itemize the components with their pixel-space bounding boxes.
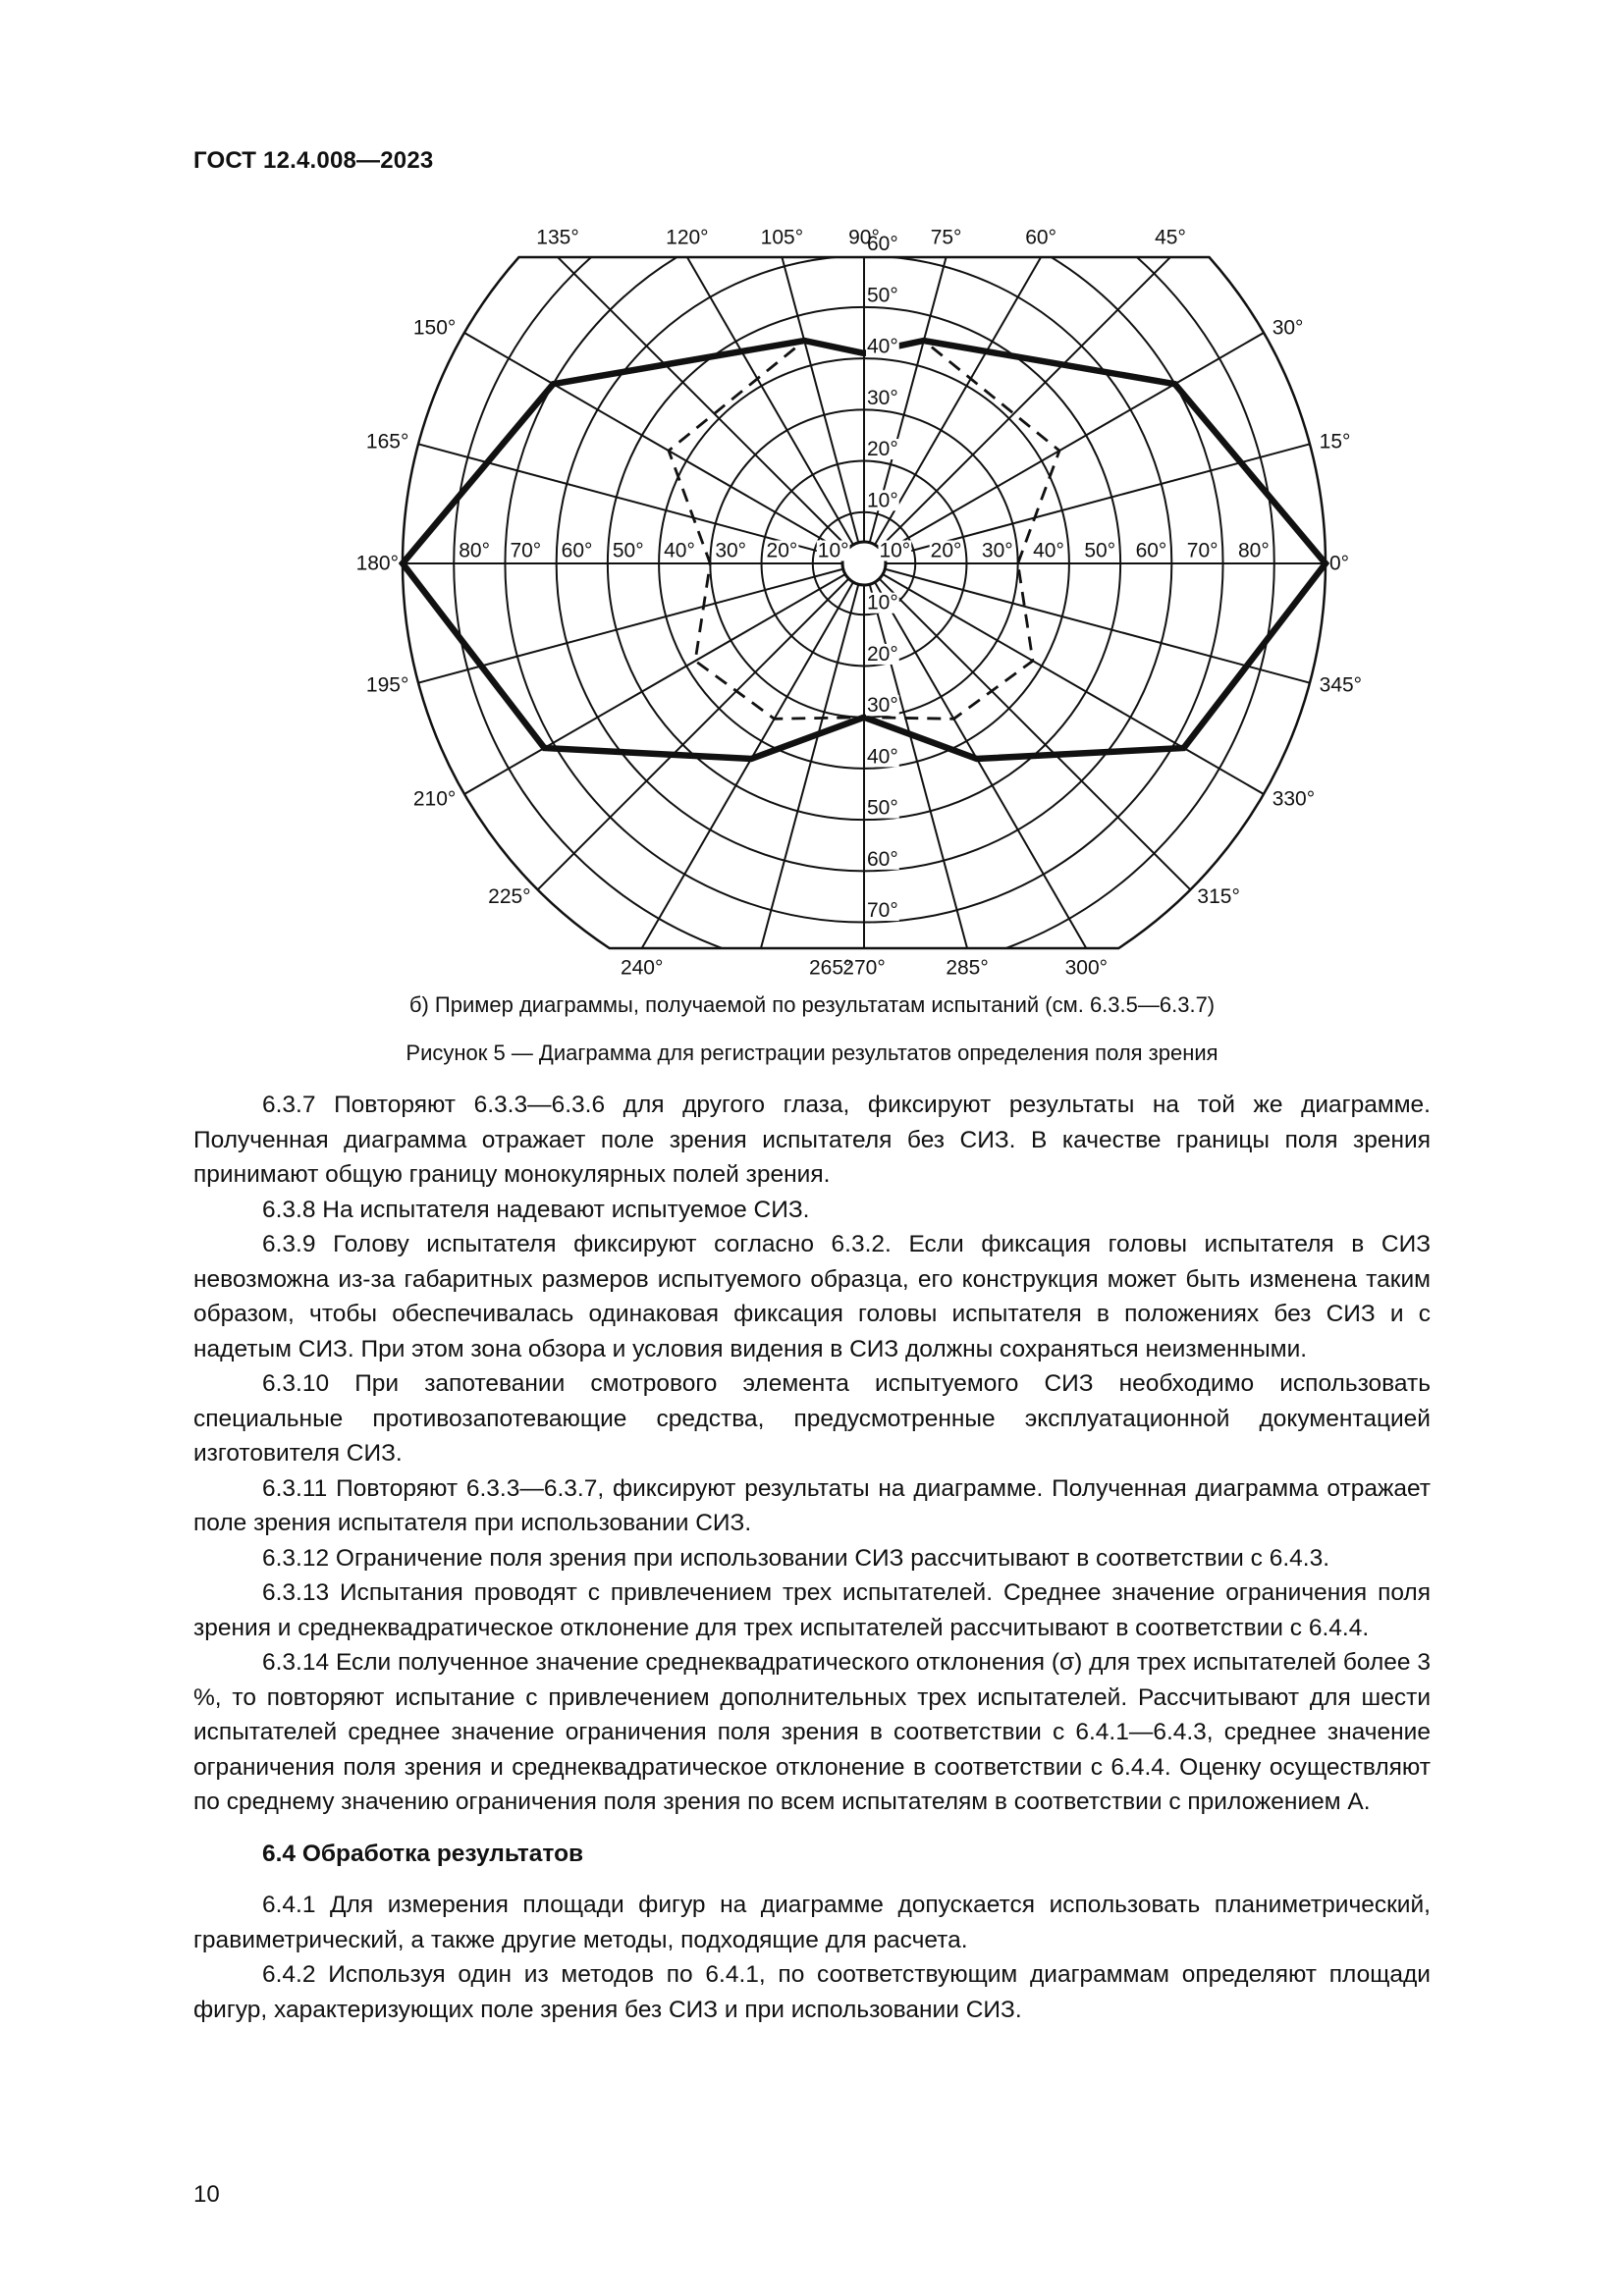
svg-text:60°: 60° <box>561 539 593 562</box>
radial-scale-label-down <box>866 592 899 614</box>
radial-scale-label-left <box>612 540 645 562</box>
radial-scale-label-right <box>878 540 911 562</box>
angle-label <box>1329 553 1349 575</box>
svg-text:50°: 50° <box>612 539 644 562</box>
svg-text:60°: 60° <box>1135 539 1167 562</box>
svg-text:225°: 225° <box>488 884 531 908</box>
paragraph-6-4-1: 6.4.1 Для измерения площади фигур на диаграмме допускается использовать планиметрический, гравиметрический, а также другие методы, подходящие для расчета. <box>193 1892 1431 1953</box>
paragraph-6-4-2: 6.4.2 Используя один из методов по 6.4.1, по соответствующим диаграммам определяют площади фигур, характеризующих поле зрения без СИЗ и при использовании СИЗ. <box>193 1961 1431 2023</box>
svg-text:30°: 30° <box>867 386 898 409</box>
angle-label <box>413 788 456 811</box>
paragraph-6-3-10: 6.3.10 При запотевании смотрового элемента испытуемого СИЗ необходимо использовать специальные противозапотевающие средства, предусмотренные эксплуатационной документацией изготовителя СИЗ. <box>193 1370 1431 1467</box>
radial-scale-label-right <box>1237 540 1271 562</box>
radial-scale-label-right <box>1083 540 1116 562</box>
radial-scale-label-down <box>866 745 899 768</box>
svg-text:150°: 150° <box>412 316 457 340</box>
svg-text:40°: 40° <box>1033 539 1064 562</box>
angle-label <box>1065 957 1108 980</box>
figure-caption: Рисунок 5 — Диаграмма для регистрации результатов определения поля зрения <box>406 1041 1218 1065</box>
angle-label <box>621 957 663 980</box>
grid-radial-line <box>721 28 864 563</box>
paragraph-6-3-8: 6.3.8 На испытателя надевают испытуемое СИЗ. <box>262 1196 810 1223</box>
radial-scale-label-up <box>866 489 899 511</box>
svg-text:120°: 120° <box>666 226 709 249</box>
radial-scale-label-up <box>866 336 899 358</box>
svg-text:70°: 70° <box>867 899 898 923</box>
svg-text:70°: 70° <box>1186 539 1218 562</box>
grid-radial-line <box>864 84 1141 563</box>
radial-scale-label-down <box>866 797 899 820</box>
angle-label <box>1320 674 1362 697</box>
svg-text:20°: 20° <box>867 642 898 666</box>
angle-label <box>536 227 578 249</box>
diagram-subcaption: б) Пример диаграммы, получаемой по результатам испытаний (см. 6.3.5—6.3.7) <box>408 992 1216 1017</box>
paragraph-6-3-14: 6.3.14 Если полученное значение среднеквадратического отклонения (σ) для трех испытателей более 3 %, то повторяют испытание с привлечением дополнительных трех испытателей. Рассчитывают для шести испытателей среднее значение ограничения поля зрения в соответствии с 6.4.1—6.4.3, среднее значение ограничения поля зрения и среднеквадратическое отклонение в соответствии с 6.4.4. Оценку осуществляют по среднему значению ограничения поля зрения по всем испытателям в соответствии с приложением А. <box>193 1649 1431 1815</box>
paragraph-6-3-12: 6.3.12 Ограничение поля зрения при использовании СИЗ рассчитывают в соответствии с 6.4.3. <box>262 1544 1330 1572</box>
angle-label <box>1155 227 1186 249</box>
page-number: 10 <box>193 2181 220 2208</box>
angle-label <box>761 227 803 249</box>
radial-scale-label-right <box>930 540 963 562</box>
angle-label <box>1025 227 1056 249</box>
angle-label <box>842 957 885 980</box>
angle-label <box>666 227 708 249</box>
angle-label <box>1272 788 1315 811</box>
svg-text:135°: 135° <box>536 226 579 249</box>
angle-label <box>366 674 408 697</box>
svg-text:300°: 300° <box>1064 956 1109 980</box>
paragraph-6-3-13: 6.3.13 Испытания проводят с привлечением трех испытателей. Среднее значение ограничения поля зрения и среднеквадратическое отклонение для трех испытателей рассчитывают в соответствии с 6.4.4. <box>193 1579 1431 1641</box>
field-of-view-polar-diagram <box>0 0 1624 982</box>
svg-text:270°: 270° <box>842 956 886 980</box>
svg-text:45°: 45° <box>1155 226 1186 249</box>
angle-label <box>356 553 399 575</box>
svg-text:330°: 330° <box>1272 787 1316 811</box>
radial-scale-label-down <box>866 694 899 717</box>
svg-text:15°: 15° <box>1319 430 1351 454</box>
radial-scale-label-right <box>1135 540 1168 562</box>
paragraph-6-3-11: 6.3.11 Повторяют 6.3.3—6.3.7, фиксируют результаты на диаграмме. Полученная диаграмма отражает поле зрения испытателя при использовании СИЗ. <box>193 1474 1431 1536</box>
svg-text:20°: 20° <box>766 539 798 562</box>
radial-scale-label-down <box>866 643 899 666</box>
paragraph-6-3-9: 6.3.9 Голову испытателя фиксируют согласно 6.3.2. Если фиксация головы испытателя в СИЗ невозможна из-за габаритных размеров испытуемого образца, его конструкция может быть изменена таким образом, чтобы обеспечивалась одинаковая фиксация головы испытателя в положениях без СИЗ и с надетым СИЗ. При этом зона обзора и условия видения в СИЗ должны сохраняться неизменными. <box>193 1231 1431 1362</box>
svg-text:285°: 285° <box>946 956 989 980</box>
svg-text:75°: 75° <box>930 226 962 249</box>
radial-scale-label-right <box>1032 540 1065 562</box>
svg-text:30°: 30° <box>715 539 747 562</box>
grid-radial-line <box>587 84 864 563</box>
svg-text:30°: 30° <box>867 694 898 718</box>
radial-scale-label-left <box>714 540 747 562</box>
angle-label <box>366 430 408 453</box>
paragraph-6-3-7: 6.3.7 Повторяют 6.3.3—6.3.6 для другого глаза, фиксируют результаты на той же диаграмме. Полученная диаграмма отражает поле зрения испытателя без СИЗ. В качестве границы поля зрения принимают общую границу монокулярных полей зрения. <box>193 1092 1431 1188</box>
svg-text:50°: 50° <box>1084 539 1116 562</box>
svg-text:60°: 60° <box>867 847 898 871</box>
svg-text:345°: 345° <box>1319 673 1363 697</box>
section-heading-6-4: 6.4 Обработка результатов <box>262 1840 584 1867</box>
svg-text:105°: 105° <box>760 226 804 249</box>
radial-scale-label-down <box>866 899 899 922</box>
svg-text:315°: 315° <box>1197 884 1240 908</box>
radial-scale-label-left <box>458 540 491 562</box>
svg-text:30°: 30° <box>1272 316 1304 340</box>
angle-label <box>848 227 880 249</box>
radial-scale-label-left <box>663 540 696 562</box>
radial-scale-label-up <box>866 284 899 306</box>
svg-text:50°: 50° <box>867 796 898 820</box>
svg-text:195°: 195° <box>365 673 409 697</box>
svg-text:165°: 165° <box>365 430 409 454</box>
svg-text:180°: 180° <box>355 552 399 575</box>
radial-scale-label-up <box>866 438 899 460</box>
svg-text:10°: 10° <box>879 539 911 562</box>
body-text <box>193 1088 1431 2027</box>
svg-text:10°: 10° <box>867 591 898 614</box>
radial-scale-label-left <box>766 540 799 562</box>
svg-text:240°: 240° <box>620 956 664 980</box>
radial-scale-label-right <box>1186 540 1219 562</box>
angle-label <box>413 317 456 340</box>
angle-label <box>931 227 962 249</box>
svg-text:70°: 70° <box>510 539 542 562</box>
svg-text:30°: 30° <box>981 539 1013 562</box>
radial-scale-label-up <box>866 387 899 409</box>
svg-text:60°: 60° <box>867 233 898 256</box>
svg-text:0°: 0° <box>1329 552 1350 575</box>
svg-text:265°: 265° <box>808 956 852 980</box>
svg-text:20°: 20° <box>930 539 962 562</box>
svg-text:80°: 80° <box>1238 539 1270 562</box>
radial-scale-label-right <box>981 540 1014 562</box>
svg-text:80°: 80° <box>459 539 490 562</box>
radial-scale-label-left <box>561 540 594 562</box>
angle-label <box>1320 430 1351 453</box>
svg-text:20°: 20° <box>867 438 898 461</box>
svg-text:40°: 40° <box>867 745 898 769</box>
svg-text:10°: 10° <box>867 489 898 512</box>
svg-text:210°: 210° <box>412 787 457 811</box>
radial-scale-label-left <box>509 540 542 562</box>
document-header: ГОСТ 12.4.008—2023 <box>193 147 434 174</box>
svg-text:60°: 60° <box>1025 226 1057 249</box>
radial-scale-label-down <box>866 848 899 871</box>
angle-label <box>946 957 988 980</box>
svg-text:50°: 50° <box>867 284 898 307</box>
radial-scale-label-left <box>817 540 850 562</box>
svg-text:10°: 10° <box>817 539 849 562</box>
angle-label <box>1197 885 1239 908</box>
svg-text:40°: 40° <box>664 539 695 562</box>
svg-text:40°: 40° <box>867 335 898 358</box>
angle-label <box>488 885 530 908</box>
svg-text:90°: 90° <box>848 226 880 249</box>
angle-label <box>1272 317 1304 340</box>
